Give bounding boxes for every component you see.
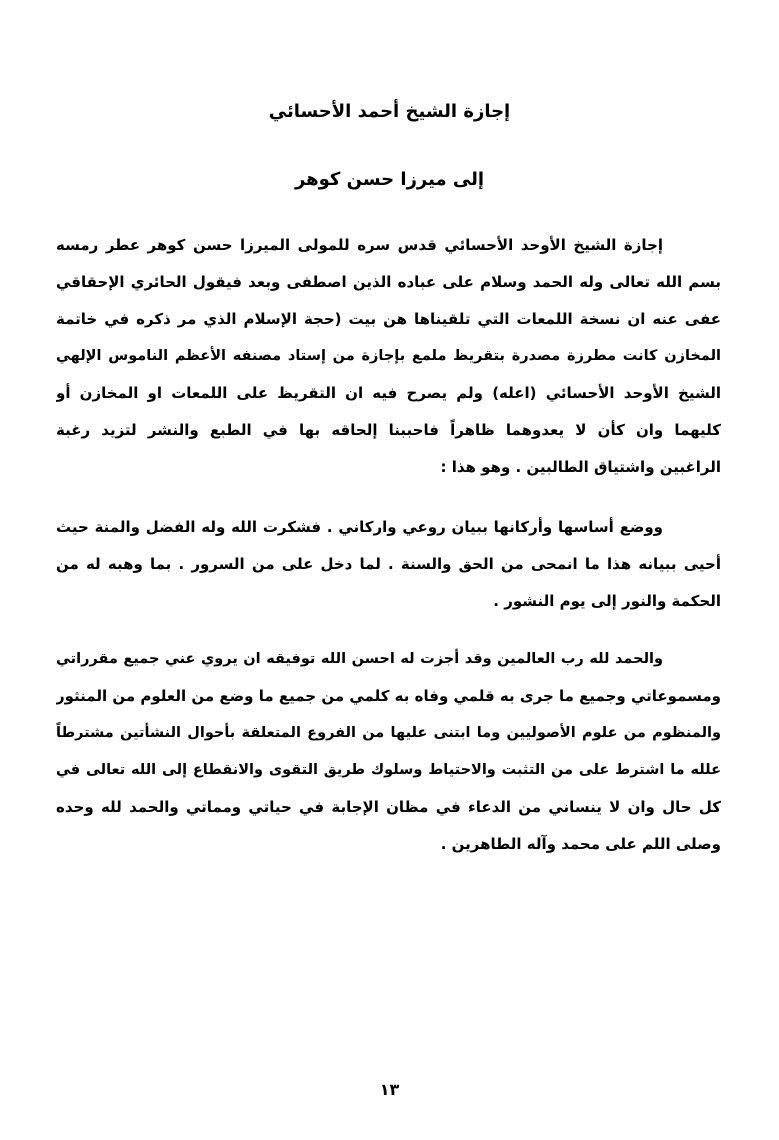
paragraph-line: الشيخ الأوحد الأحسائي (اعله) ولم يصرح فيه ان التقريظ على اللمعات او المخازن أو	[56, 384, 721, 402]
paragraph-line: عفى عنه ان نسخة اللمعات التي تلقيناها هن بيت (حجة الإسلام الذي مر ذكره في خاتمة	[56, 310, 721, 328]
paragraph-line: كل حال وان لا ينساني من الدعاء في مظان الإجابة في حياتي ومماتي والحمد لله وحده	[56, 798, 721, 816]
paragraph-line: الراغبين واشتياق الطالبين . وهو هذا :	[440, 458, 721, 476]
page-number: ١٣	[379, 1080, 400, 1099]
paragraph-1	[56, 227, 721, 486]
paragraph-line: أحيى ببيانه هذا ما انمحى من الحق والسنة . لما دخل على من السرور . بما وهبه له من	[56, 555, 721, 573]
paragraph-line: بسم الله تعالى وله الحمد وسلام على عباده الذين اصطفى وبعد فيقول الحائري الإحقاقي	[56, 273, 721, 291]
paragraph-line: وصلى اللم على محمد وآله الطاهرين .	[440, 835, 721, 853]
paragraph-line: كليهما وان كأن لا يعدوهما ظاهراً فاحببنا إلحاقه بها في الطبع والنشر لتزيد رغبة	[56, 421, 721, 439]
paragraph-line: ووضع أساسها وأركانها ببيان روعي واركاني . فشكرت الله وله الفضل والمنة حيث	[56, 518, 663, 536]
paragraph-3	[56, 641, 721, 863]
title-block	[0, 78, 779, 214]
title-line-2: إلى ميرزا حسن كوهر	[294, 169, 485, 190]
paragraph-line: إجازة الشيخ الأوحد الأحسائي قدس سره للمولى الميرزا حسن كوهر عطر رمسه	[56, 236, 663, 254]
paragraph-line: المخازن كانت مطرزة مصدرة بتقريظ ملمع بإجازة من إستاد مصنفه الأعظم الناموس الإلهي	[56, 348, 721, 364]
paragraph-line: والمنظوم من علوم الأصوليين وما ابتنى عليها من الفروع المتعلقة بأحوال النشأتين مشترطاً	[56, 725, 721, 741]
paragraph-line: ومسموعاتي وجميع ما جرى به قلمي وفاه به كلمي من جميع ما وضع من العلوم من المنثور	[56, 687, 721, 705]
paragraph-line: علله ما اشترط على من التثبت والاحتياط وسلوك طريق التقوى والانقطاع إلى الله تعالى في	[56, 762, 721, 778]
paragraph-2	[56, 509, 721, 620]
paragraph-line: والحمد لله رب العالمين وقد أجزت له احسن الله توفيقه ان يروي عني جميع مقرراتي	[56, 651, 663, 667]
title-line-1: إجازة الشيخ أحمد الأحسائي	[268, 101, 511, 122]
paragraph-line: الحكمة والنور إلى يوم النشور .	[493, 592, 721, 610]
